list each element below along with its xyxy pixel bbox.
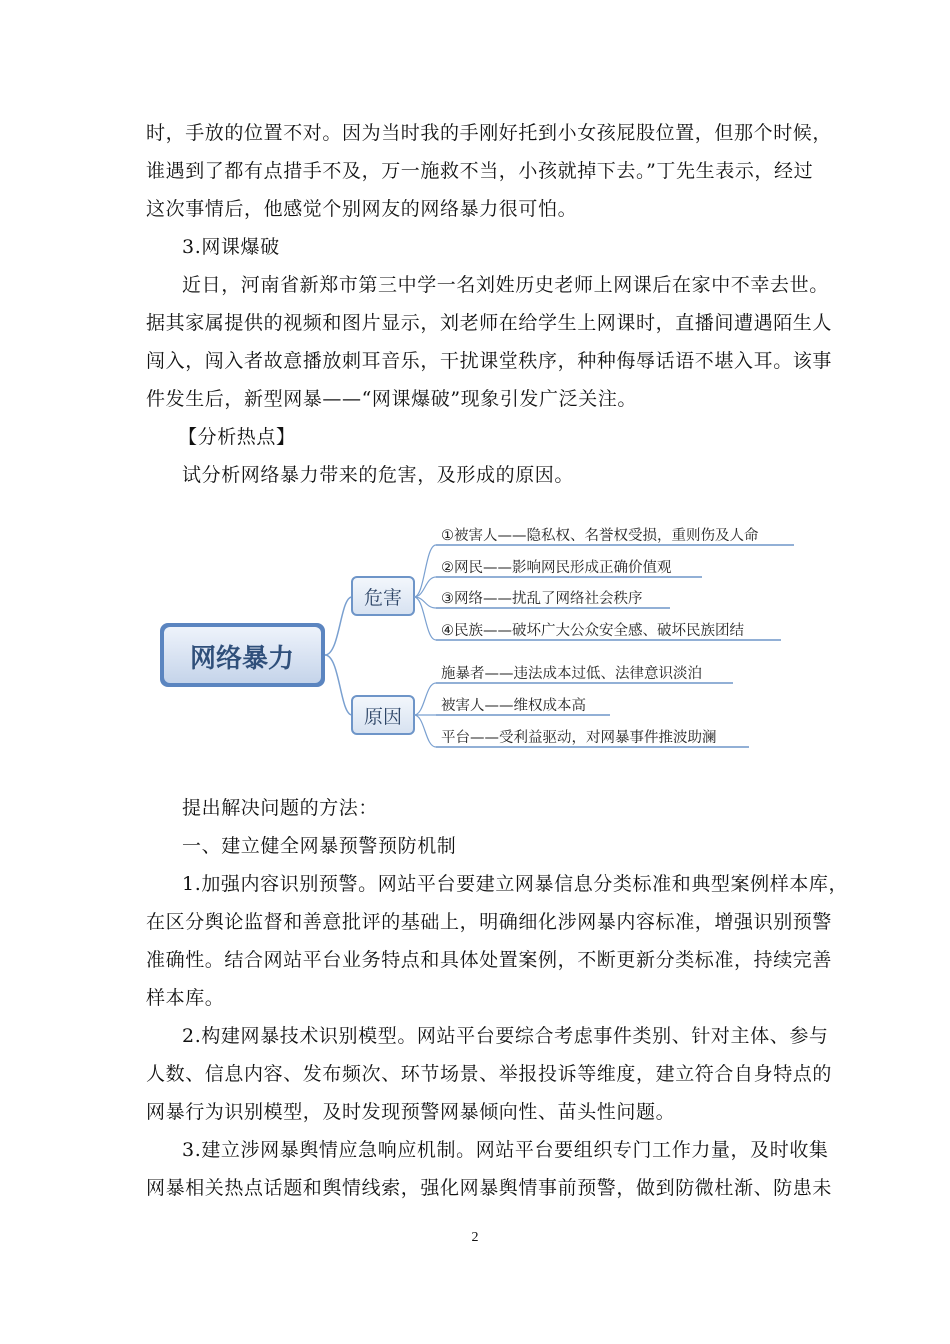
connector-root-harm — [325, 597, 352, 655]
paragraph-line: 2.构建网暴技术识别模型。网站平台要综合考虑事件类别、针对主体、参与 — [182, 1025, 829, 1047]
paragraph-line: 闯入，闯入者故意播放刺耳音乐，干扰课堂秩序，种种侮辱话语不堪入耳。该事 — [146, 350, 833, 372]
paragraph-line: 这次事情后，他感觉个别网友的网络暴力很可怕。 — [146, 198, 578, 220]
paragraph-line: 时，手放的位置不对。因为当时我的手刚好托到小女孩屁股位置，但那个时候， — [146, 122, 833, 144]
connector-root-cause — [325, 655, 352, 715]
branch-cause — [352, 664, 749, 747]
root-node — [160, 623, 325, 687]
analysis-question: 试分析网络暴力带来的危害，及形成的原因。 — [182, 464, 575, 486]
paragraph-line: 网暴相关热点话题和舆情线索，强化网暴舆情事前预警，做到防微杜渐、防患未 — [146, 1177, 833, 1199]
branch-harm-label: 危害 — [363, 587, 403, 609]
paragraph-line: 近日，河南省新郑市第三中学一名刘姓历史老师上网课后在家中不幸去世。 — [182, 274, 829, 296]
paragraph-line: 人数、信息内容、发布频次、环节场景、举报投诉等维度，建立符合自身特点的 — [146, 1063, 833, 1085]
harm-item: ④民族——破坏广大公众安全感、破坏民族团结 — [441, 623, 744, 639]
paragraph-line: 谁遇到了都有点措手不及，万一施救不当，小孩就掉下去。”丁先生表示，经过 — [146, 160, 814, 182]
paragraph-line: 准确性。结合网站平台业务特点和具体处置案例，不断更新分类标准，持续完善 — [146, 949, 833, 971]
page-number: 2 — [471, 1230, 479, 1245]
section-title: 一、建立健全网暴预警预防机制 — [182, 835, 457, 857]
cause-item: 被害人——维权成本高 — [441, 698, 586, 714]
harm-item: ②网民——影响网民形成正确价值观 — [441, 560, 672, 576]
paragraph-line: 样本库。 — [146, 987, 225, 1009]
cause-item: 平台——受利益驱动，对网暴事件推波助澜 — [441, 730, 717, 746]
paragraph-line: 据其家属提供的视频和图片显示，刘老师在给学生上网课时，直播间遭遇陌生人 — [146, 312, 833, 334]
cause-item: 施暴者——违法成本过低、法律意识淡泊 — [441, 666, 702, 682]
solution-intro: 提出解决问题的方法： — [182, 797, 379, 819]
branch-harm — [352, 526, 794, 640]
section-heading: 3.网课爆破 — [182, 236, 280, 258]
root-label: 网络暴力 — [189, 644, 295, 674]
branch-cause-label: 原因 — [363, 706, 403, 728]
paragraph-line: 件发生后，新型网暴——“网课爆破”现象引发广泛关注。 — [146, 388, 638, 410]
paragraph-line: 在区分舆论监督和善意批评的基础上，明确细化涉网暴内容标准，增强识别预警 — [146, 911, 833, 933]
paragraph-line: 3.建立涉网暴舆情应急响应机制。网站平台要组织专门工作力量，及时收集 — [182, 1139, 829, 1161]
harm-item: ①被害人——隐私权、名誉权受损，重则伤及人命 — [441, 528, 759, 544]
paragraph-line: 1.加强内容识别预警。网站平台要建立网暴信息分类标准和典型案例样本库， — [182, 873, 849, 895]
harm-item: ③网络——扰乱了网络社会秩序 — [441, 591, 643, 607]
analysis-heading: 【分析热点】 — [178, 426, 296, 448]
paragraph-line: 网暴行为识别模型，及时发现预警网暴倾向性、苗头性问题。 — [146, 1101, 676, 1123]
